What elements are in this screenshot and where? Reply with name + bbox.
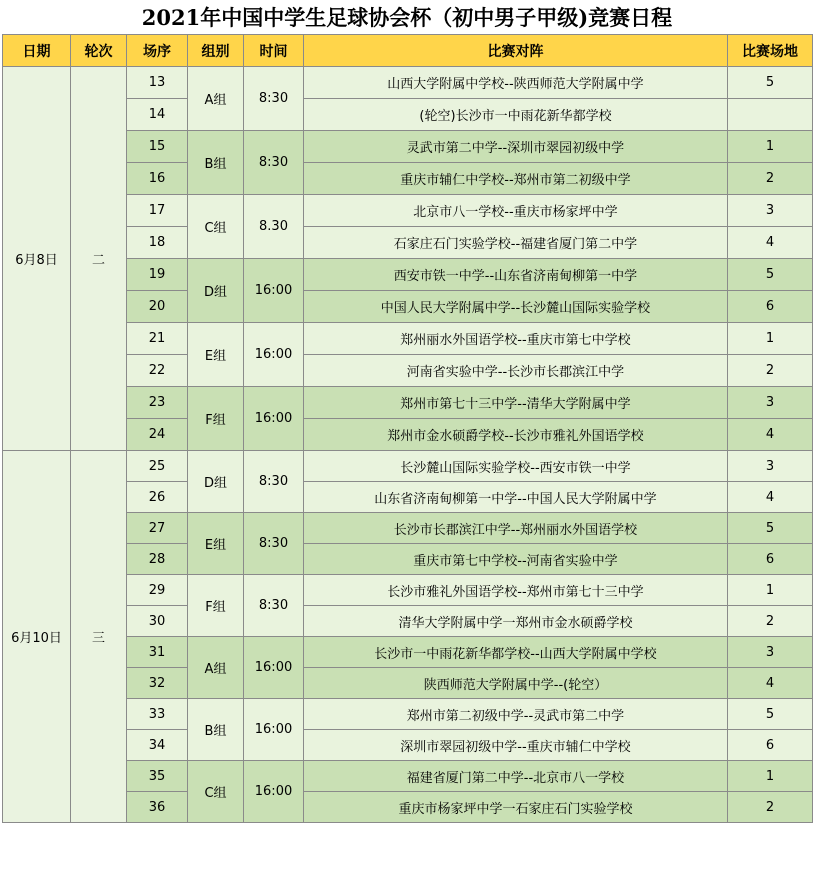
header-round: 轮次: [71, 35, 127, 67]
match-no-cell: 29: [127, 575, 188, 606]
date-cell: 6月10日: [3, 451, 71, 823]
match-no-cell: 14: [127, 99, 188, 131]
schedule-body: [3, 67, 813, 823]
match-no-cell: 36: [127, 792, 188, 823]
matchup-cell: 重庆市第七中学校--河南省实验中学: [304, 544, 728, 575]
venue-cell: 3: [728, 637, 813, 668]
venue-cell: 4: [728, 227, 813, 259]
time-cell: 16:00: [244, 761, 304, 823]
round-cell: 二: [71, 67, 127, 451]
page-title: 2021年中国中学生足球协会杯（初中男子甲级)竞赛日程: [141, 5, 673, 30]
group-cell: F组: [188, 575, 244, 637]
table-row: [3, 67, 813, 99]
venue-cell: 5: [728, 67, 813, 99]
match-no-cell: 28: [127, 544, 188, 575]
venue-cell: [728, 99, 813, 131]
header-group: 组别: [188, 35, 244, 67]
table-row: [3, 451, 813, 482]
venue-cell: 2: [728, 355, 813, 387]
header-venue: 比赛场地: [728, 35, 813, 67]
group-cell: E组: [188, 513, 244, 575]
group-cell: B组: [188, 699, 244, 761]
round-cell: 三: [71, 451, 127, 823]
matchup-cell: (轮空)长沙市一中雨花新华都学校: [304, 99, 728, 131]
matchup-cell: 北京市八一学校--重庆市杨家坪中学: [304, 195, 728, 227]
time-cell: 8:30: [244, 131, 304, 195]
matchup-cell: 清华大学附属中学一郑州市金水硕爵学校: [304, 606, 728, 637]
matchup-cell: 中国人民大学附属中学--长沙麓山国际实验学校: [304, 291, 728, 323]
venue-cell: 1: [728, 761, 813, 792]
match-no-cell: 35: [127, 761, 188, 792]
match-no-cell: 22: [127, 355, 188, 387]
time-cell: 16:00: [244, 323, 304, 387]
venue-cell: 2: [728, 606, 813, 637]
time-cell: 8:30: [244, 575, 304, 637]
match-no-cell: 20: [127, 291, 188, 323]
venue-cell: 2: [728, 163, 813, 195]
venue-cell: 1: [728, 575, 813, 606]
date-cell: 6月8日: [3, 67, 71, 451]
header-date: 日期: [3, 35, 71, 67]
matchup-cell: 郑州市第七十三中学--清华大学附属中学: [304, 387, 728, 419]
time-cell: 16:00: [244, 699, 304, 761]
matchup-cell: 重庆市杨家坪中学一石家庄石门实验学校: [304, 792, 728, 823]
venue-cell: 1: [728, 323, 813, 355]
time-cell: 8.30: [244, 195, 304, 259]
matchup-cell: 深圳市翠园初级中学--重庆市辅仁中学校: [304, 730, 728, 761]
match-no-cell: 23: [127, 387, 188, 419]
matchup-cell: 石家庄石门实验学校--福建省厦门第二中学: [304, 227, 728, 259]
match-no-cell: 17: [127, 195, 188, 227]
group-cell: A组: [188, 637, 244, 699]
group-cell: C组: [188, 761, 244, 823]
match-no-cell: 21: [127, 323, 188, 355]
match-no-cell: 25: [127, 451, 188, 482]
venue-cell: 4: [728, 419, 813, 451]
venue-cell: 6: [728, 730, 813, 761]
matchup-cell: 长沙麓山国际实验学校--西安市铁一中学: [304, 451, 728, 482]
time-cell: 16:00: [244, 259, 304, 323]
match-no-cell: 32: [127, 668, 188, 699]
match-no-cell: 24: [127, 419, 188, 451]
matchup-cell: 福建省厦门第二中学--北京市八一学校: [304, 761, 728, 792]
matchup-cell: 郑州丽水外国语学校--重庆市第七中学校: [304, 323, 728, 355]
time-cell: 16:00: [244, 387, 304, 451]
matchup-cell: 山西大学附属中学校--陕西师范大学附属中学: [304, 67, 728, 99]
group-cell: D组: [188, 259, 244, 323]
matchup-cell: 长沙市一中雨花新华都学校--山西大学附属中学校: [304, 637, 728, 668]
venue-cell: 6: [728, 544, 813, 575]
group-cell: D组: [188, 451, 244, 513]
group-cell: A组: [188, 67, 244, 131]
match-no-cell: 16: [127, 163, 188, 195]
match-no-cell: 19: [127, 259, 188, 291]
time-cell: 8:30: [244, 451, 304, 513]
venue-cell: 4: [728, 668, 813, 699]
group-cell: F组: [188, 387, 244, 451]
group-cell: B组: [188, 131, 244, 195]
time-cell: 16:00: [244, 637, 304, 699]
venue-cell: 5: [728, 699, 813, 730]
matchup-cell: 灵武市第二中学--深圳市翠园初级中学: [304, 131, 728, 163]
header-matchup: 比赛对阵: [304, 35, 728, 67]
matchup-cell: 郑州市第二初级中学--灵武市第二中学: [304, 699, 728, 730]
venue-cell: 6: [728, 291, 813, 323]
matchup-cell: 长沙市雅礼外国语学校--郑州市第七十三中学: [304, 575, 728, 606]
matchup-cell: 长沙市长郡滨江中学--郑州丽水外国语学校: [304, 513, 728, 544]
matchup-cell: 山东省济南甸柳第一中学--中国人民大学附属中学: [304, 482, 728, 513]
venue-cell: 2: [728, 792, 813, 823]
matchup-cell: 郑州市金水硕爵学校--长沙市雅礼外国语学校: [304, 419, 728, 451]
venue-cell: 3: [728, 195, 813, 227]
match-no-cell: 30: [127, 606, 188, 637]
matchup-cell: 重庆市辅仁中学校--郑州市第二初级中学: [304, 163, 728, 195]
match-no-cell: 27: [127, 513, 188, 544]
match-no-cell: 26: [127, 482, 188, 513]
time-cell: 8:30: [244, 67, 304, 131]
time-cell: 8:30: [244, 513, 304, 575]
venue-cell: 1: [728, 131, 813, 163]
venue-cell: 3: [728, 387, 813, 419]
matchup-cell: 陕西师范大学附属中学--(轮空）: [304, 668, 728, 699]
venue-cell: 4: [728, 482, 813, 513]
matchup-cell: 河南省实验中学--长沙市长郡滨江中学: [304, 355, 728, 387]
match-no-cell: 15: [127, 131, 188, 163]
group-cell: E组: [188, 323, 244, 387]
match-no-cell: 33: [127, 699, 188, 730]
match-no-cell: 18: [127, 227, 188, 259]
match-no-cell: 31: [127, 637, 188, 668]
match-no-cell: 34: [127, 730, 188, 761]
venue-cell: 5: [728, 513, 813, 544]
venue-cell: 5: [728, 259, 813, 291]
matchup-cell: 西安市铁一中学--山东省济南甸柳第一中学: [304, 259, 728, 291]
header-row: [3, 35, 813, 67]
header-time: 时间: [244, 35, 304, 67]
venue-cell: 3: [728, 451, 813, 482]
header-match-no: 场序: [127, 35, 188, 67]
group-cell: C组: [188, 195, 244, 259]
schedule-table: [2, 34, 813, 823]
match-no-cell: 13: [127, 67, 188, 99]
